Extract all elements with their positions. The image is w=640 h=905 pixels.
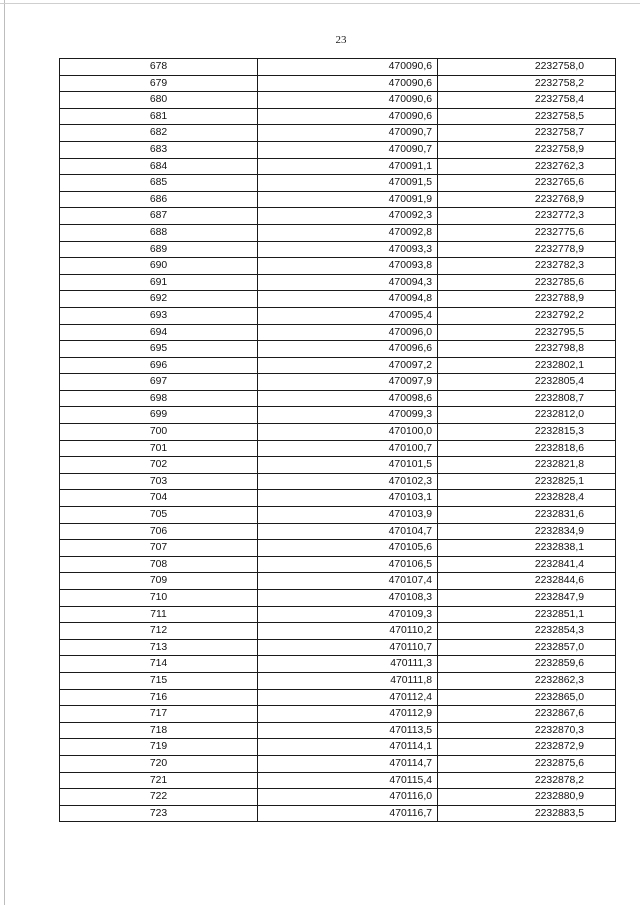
y-coordinate-cell: 2232834,9 xyxy=(438,523,616,540)
y-coordinate-cell: 2232838,1 xyxy=(438,540,616,557)
y-coordinate-cell: 2232867,6 xyxy=(438,706,616,723)
point-number-cell: 683 xyxy=(60,141,258,158)
point-number-cell: 706 xyxy=(60,523,258,540)
y-coordinate-cell: 2232758,5 xyxy=(438,108,616,125)
point-number-cell: 693 xyxy=(60,307,258,324)
table-row xyxy=(60,755,616,772)
y-coordinate-cell: 2232758,2 xyxy=(438,75,616,92)
table-row xyxy=(60,274,616,291)
y-coordinate-cell: 2232872,9 xyxy=(438,739,616,756)
point-number-cell: 686 xyxy=(60,191,258,208)
table-row xyxy=(60,656,616,673)
table-row xyxy=(60,606,616,623)
y-coordinate-cell: 2232862,3 xyxy=(438,672,616,689)
x-coordinate-cell: 470094,3 xyxy=(258,274,438,291)
y-coordinate-cell: 2232778,9 xyxy=(438,241,616,258)
x-coordinate-cell: 470091,5 xyxy=(258,175,438,192)
y-coordinate-cell: 2232883,5 xyxy=(438,805,616,822)
x-coordinate-cell: 470093,8 xyxy=(258,258,438,275)
page-edge-left xyxy=(4,0,5,905)
x-coordinate-cell: 470090,6 xyxy=(258,75,438,92)
x-coordinate-cell: 470103,9 xyxy=(258,507,438,524)
y-coordinate-cell: 2232825,1 xyxy=(438,473,616,490)
point-number-cell: 720 xyxy=(60,755,258,772)
y-coordinate-cell: 2232870,3 xyxy=(438,722,616,739)
point-number-cell: 678 xyxy=(60,59,258,76)
x-coordinate-cell: 470115,4 xyxy=(258,772,438,789)
table-row xyxy=(60,258,616,275)
point-number-cell: 719 xyxy=(60,739,258,756)
y-coordinate-cell: 2232851,1 xyxy=(438,606,616,623)
table-row xyxy=(60,722,616,739)
x-coordinate-cell: 470090,7 xyxy=(258,141,438,158)
table-row xyxy=(60,324,616,341)
x-coordinate-cell: 470102,3 xyxy=(258,473,438,490)
table-row xyxy=(60,424,616,441)
page-edge-top xyxy=(0,3,640,4)
table-row xyxy=(60,523,616,540)
x-coordinate-cell: 470114,7 xyxy=(258,755,438,772)
point-number-cell: 703 xyxy=(60,473,258,490)
y-coordinate-cell: 2232772,3 xyxy=(438,208,616,225)
table-row xyxy=(60,706,616,723)
y-coordinate-cell: 2232782,3 xyxy=(438,258,616,275)
x-coordinate-cell: 470108,3 xyxy=(258,590,438,607)
table-row xyxy=(60,689,616,706)
x-coordinate-cell: 470100,0 xyxy=(258,424,438,441)
table-row xyxy=(60,739,616,756)
point-number-cell: 717 xyxy=(60,706,258,723)
point-number-cell: 680 xyxy=(60,92,258,109)
y-coordinate-cell: 2232788,9 xyxy=(438,291,616,308)
point-number-cell: 708 xyxy=(60,556,258,573)
x-coordinate-cell: 470090,7 xyxy=(258,125,438,142)
table-row xyxy=(60,473,616,490)
y-coordinate-cell: 2232758,4 xyxy=(438,92,616,109)
table-row xyxy=(60,291,616,308)
y-coordinate-cell: 2232815,3 xyxy=(438,424,616,441)
table-row xyxy=(60,175,616,192)
x-coordinate-cell: 470104,7 xyxy=(258,523,438,540)
x-coordinate-cell: 470100,7 xyxy=(258,440,438,457)
table-row xyxy=(60,357,616,374)
table-row xyxy=(60,639,616,656)
point-number-cell: 698 xyxy=(60,390,258,407)
point-number-cell: 707 xyxy=(60,540,258,557)
table-row xyxy=(60,341,616,358)
point-number-cell: 682 xyxy=(60,125,258,142)
x-coordinate-cell: 470103,1 xyxy=(258,490,438,507)
x-coordinate-cell: 470094,8 xyxy=(258,291,438,308)
x-coordinate-cell: 470105,6 xyxy=(258,540,438,557)
x-coordinate-cell: 470090,6 xyxy=(258,108,438,125)
point-number-cell: 711 xyxy=(60,606,258,623)
coordinates-table xyxy=(59,58,616,822)
table-row xyxy=(60,573,616,590)
point-number-cell: 684 xyxy=(60,158,258,175)
table-row xyxy=(60,374,616,391)
y-coordinate-cell: 2232865,0 xyxy=(438,689,616,706)
point-number-cell: 691 xyxy=(60,274,258,291)
table-row xyxy=(60,208,616,225)
point-number-cell: 699 xyxy=(60,407,258,424)
x-coordinate-cell: 470091,9 xyxy=(258,191,438,208)
point-number-cell: 721 xyxy=(60,772,258,789)
point-number-cell: 713 xyxy=(60,639,258,656)
point-number-cell: 701 xyxy=(60,440,258,457)
point-number-cell: 694 xyxy=(60,324,258,341)
table-row xyxy=(60,390,616,407)
point-number-cell: 705 xyxy=(60,507,258,524)
x-coordinate-cell: 470112,9 xyxy=(258,706,438,723)
table-row xyxy=(60,158,616,175)
point-number-cell: 714 xyxy=(60,656,258,673)
table-row xyxy=(60,92,616,109)
y-coordinate-cell: 2232821,8 xyxy=(438,457,616,474)
table-row xyxy=(60,789,616,806)
table-row xyxy=(60,224,616,241)
table-row xyxy=(60,772,616,789)
point-number-cell: 692 xyxy=(60,291,258,308)
x-coordinate-cell: 470091,1 xyxy=(258,158,438,175)
y-coordinate-cell: 2232875,6 xyxy=(438,755,616,772)
point-number-cell: 695 xyxy=(60,341,258,358)
y-coordinate-cell: 2232808,7 xyxy=(438,390,616,407)
table-row xyxy=(60,540,616,557)
y-coordinate-cell: 2232831,6 xyxy=(438,507,616,524)
table-row xyxy=(60,556,616,573)
y-coordinate-cell: 2232765,6 xyxy=(438,175,616,192)
table-row xyxy=(60,490,616,507)
x-coordinate-cell: 470096,6 xyxy=(258,341,438,358)
x-coordinate-cell: 470099,3 xyxy=(258,407,438,424)
x-coordinate-cell: 470097,2 xyxy=(258,357,438,374)
x-coordinate-cell: 470113,5 xyxy=(258,722,438,739)
table-row xyxy=(60,805,616,822)
y-coordinate-cell: 2232798,8 xyxy=(438,341,616,358)
x-coordinate-cell: 470090,6 xyxy=(258,92,438,109)
point-number-cell: 690 xyxy=(60,258,258,275)
point-number-cell: 716 xyxy=(60,689,258,706)
y-coordinate-cell: 2232818,6 xyxy=(438,440,616,457)
x-coordinate-cell: 470110,2 xyxy=(258,623,438,640)
x-coordinate-cell: 470092,3 xyxy=(258,208,438,225)
point-number-cell: 689 xyxy=(60,241,258,258)
y-coordinate-cell: 2232841,4 xyxy=(438,556,616,573)
x-coordinate-cell: 470110,7 xyxy=(258,639,438,656)
table-row xyxy=(60,672,616,689)
coordinates-table-body xyxy=(60,59,616,822)
table-row xyxy=(60,623,616,640)
y-coordinate-cell: 2232828,4 xyxy=(438,490,616,507)
point-number-cell: 681 xyxy=(60,108,258,125)
y-coordinate-cell: 2232844,6 xyxy=(438,573,616,590)
y-coordinate-cell: 2232805,4 xyxy=(438,374,616,391)
point-number-cell: 702 xyxy=(60,457,258,474)
table-row xyxy=(60,125,616,142)
point-number-cell: 710 xyxy=(60,590,258,607)
x-coordinate-cell: 470111,3 xyxy=(258,656,438,673)
y-coordinate-cell: 2232847,9 xyxy=(438,590,616,607)
x-coordinate-cell: 470095,4 xyxy=(258,307,438,324)
x-coordinate-cell: 470106,5 xyxy=(258,556,438,573)
x-coordinate-cell: 470112,4 xyxy=(258,689,438,706)
point-number-cell: 697 xyxy=(60,374,258,391)
point-number-cell: 715 xyxy=(60,672,258,689)
point-number-cell: 687 xyxy=(60,208,258,225)
y-coordinate-cell: 2232802,1 xyxy=(438,357,616,374)
table-row xyxy=(60,191,616,208)
x-coordinate-cell: 470109,3 xyxy=(258,606,438,623)
y-coordinate-cell: 2232857,0 xyxy=(438,639,616,656)
x-coordinate-cell: 470092,8 xyxy=(258,224,438,241)
y-coordinate-cell: 2232762,3 xyxy=(438,158,616,175)
y-coordinate-cell: 2232758,9 xyxy=(438,141,616,158)
y-coordinate-cell: 2232878,2 xyxy=(438,772,616,789)
x-coordinate-cell: 470116,7 xyxy=(258,805,438,822)
table-row xyxy=(60,507,616,524)
x-coordinate-cell: 470101,5 xyxy=(258,457,438,474)
point-number-cell: 722 xyxy=(60,789,258,806)
y-coordinate-cell: 2232795,5 xyxy=(438,324,616,341)
y-coordinate-cell: 2232792,2 xyxy=(438,307,616,324)
x-coordinate-cell: 470090,6 xyxy=(258,59,438,76)
table-row xyxy=(60,241,616,258)
point-number-cell: 723 xyxy=(60,805,258,822)
x-coordinate-cell: 470111,8 xyxy=(258,672,438,689)
x-coordinate-cell: 470114,1 xyxy=(258,739,438,756)
table-row xyxy=(60,590,616,607)
point-number-cell: 688 xyxy=(60,224,258,241)
y-coordinate-cell: 2232854,3 xyxy=(438,623,616,640)
table-row xyxy=(60,108,616,125)
point-number-cell: 704 xyxy=(60,490,258,507)
x-coordinate-cell: 470116,0 xyxy=(258,789,438,806)
table-row xyxy=(60,59,616,76)
y-coordinate-cell: 2232880,9 xyxy=(438,789,616,806)
y-coordinate-cell: 2232758,0 xyxy=(438,59,616,76)
y-coordinate-cell: 2232859,6 xyxy=(438,656,616,673)
point-number-cell: 712 xyxy=(60,623,258,640)
x-coordinate-cell: 470096,0 xyxy=(258,324,438,341)
table-row xyxy=(60,440,616,457)
table-row xyxy=(60,457,616,474)
point-number-cell: 679 xyxy=(60,75,258,92)
y-coordinate-cell: 2232758,7 xyxy=(438,125,616,142)
table-row xyxy=(60,141,616,158)
x-coordinate-cell: 470097,9 xyxy=(258,374,438,391)
point-number-cell: 709 xyxy=(60,573,258,590)
table-row xyxy=(60,407,616,424)
y-coordinate-cell: 2232812,0 xyxy=(438,407,616,424)
x-coordinate-cell: 470098,6 xyxy=(258,390,438,407)
point-number-cell: 685 xyxy=(60,175,258,192)
y-coordinate-cell: 2232775,6 xyxy=(438,224,616,241)
table-row xyxy=(60,75,616,92)
point-number-cell: 696 xyxy=(60,357,258,374)
x-coordinate-cell: 470107,4 xyxy=(258,573,438,590)
x-coordinate-cell: 470093,3 xyxy=(258,241,438,258)
point-number-cell: 718 xyxy=(60,722,258,739)
y-coordinate-cell: 2232785,6 xyxy=(438,274,616,291)
point-number-cell: 700 xyxy=(60,424,258,441)
page-number: 23 xyxy=(335,34,347,46)
y-coordinate-cell: 2232768,9 xyxy=(438,191,616,208)
table-row xyxy=(60,307,616,324)
